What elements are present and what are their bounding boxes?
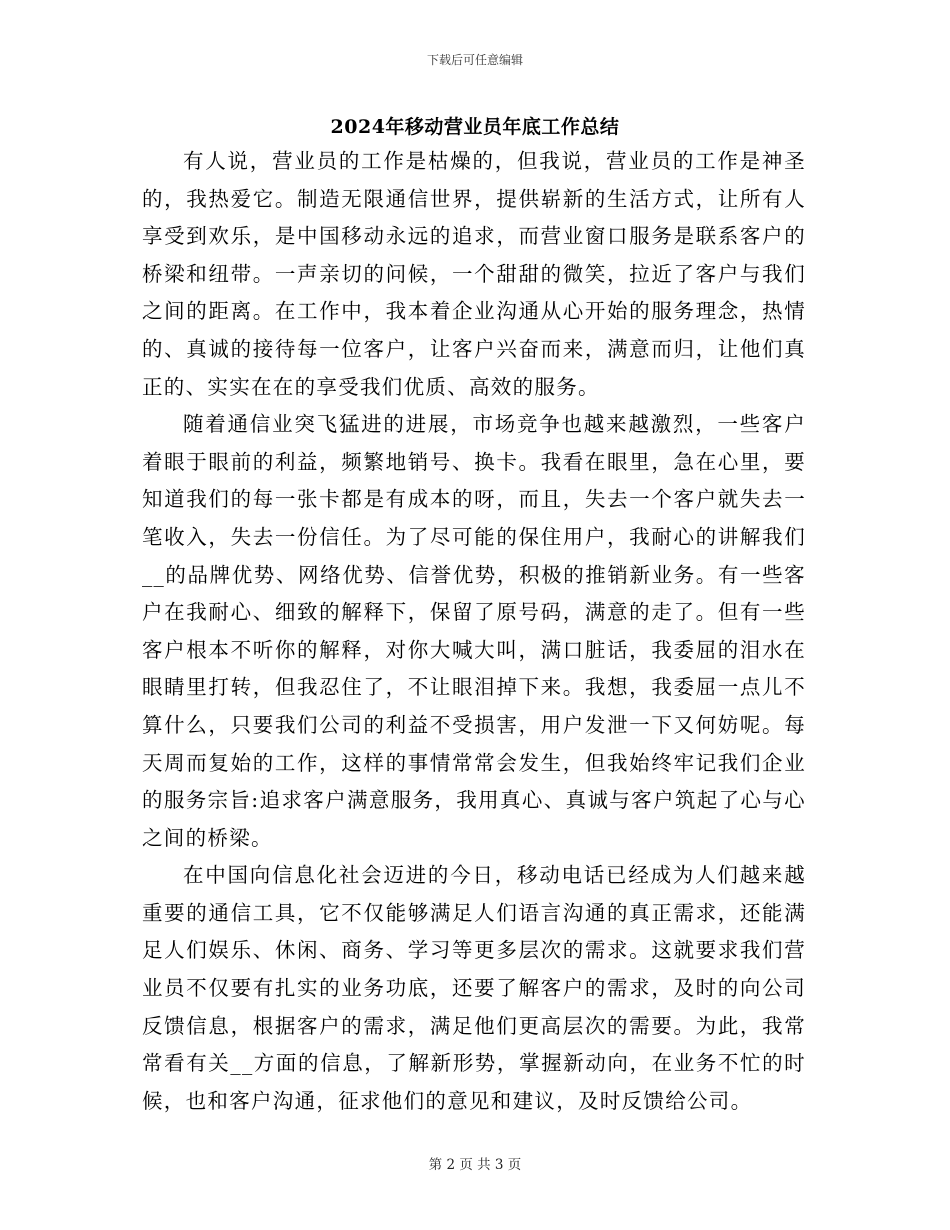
paragraph: 有人说，营业员的工作是枯燥的，但我说，营业员的工作是神圣的，我热爱它。制造无限通信世界，提供崭新的生活方式，让所有人享受到欢乐，是中国移动永远的追求，而营业窗口服务是联系客户的桥梁和纽带。一声亲切的问候，一个甜甜的微笑，拉近了客户与我们之间的距离。在工作中，我本着企业沟通从心开始的服务理念，热情的、真诚的接待每一位客户，让客户兴奋而来，满意而归，让他们真正的、实实在在的享受我们优质、高效的服务。 — [142, 149, 806, 399]
paragraph: 在中国向信息化社会迈进的今日，移动电话已经成为人们越来越重要的通信工具，它不仅能够满足人们语言沟通的真正需求，还能满足人们娱乐、休闲、商务、学习等更多层次的需求。这就要求我们营业员不仅要有扎实的业务功底，还要了解客户的需求，及时的向公司反馈信息，根据客户的需求，满足他们更高层次的需要。为此，我常常看有关__方面的信息，了解新形势，掌握新动向，在业务不忙的时候，也和客户沟通，征求他们的意见和建议，及时反馈给公司。 — [142, 863, 806, 1113]
document-title: 2024年移动营业员年底工作总结 — [330, 116, 620, 138]
page-number: 第 2 页 共 3 页 — [428, 1157, 522, 1173]
paragraph: 随着通信业突飞猛进的进展，市场竞争也越来越激烈，一些客户着眼于眼前的利益，频繁地销号、换卡。我看在眼里，急在心里，要知道我们的每一张卡都是有成本的呀，而且，失去一个客户就失去一笔收入，失去一份信任。为了尽可能的保住用户，我耐心的讲解我们__的品牌优势、网络优势、信誉优势，积极的推销新业务。有一些客户在我耐心、细致的解释下，保留了原号码，满意的走了。但有一些客户根本不听你的解释，对你大喊大叫，满口脏话，我委屈的泪水在眼睛里打转，但我忍住了，不让眼泪掉下来。我想，我委屈一点儿不算什么，只要我们公司的利益不受损害，用户发泄一下又何妨呢。每天周而复始的工作，这样的事情常常会发生，但我始终牢记我们企业的服务宗旨:追求客户满意服务，我用真心、真诚与客户筑起了心与心之间的桥梁。 — [142, 412, 806, 850]
page-header-note: 下载后可任意编辑 — [426, 53, 523, 67]
document-body — [142, 143, 806, 1120]
